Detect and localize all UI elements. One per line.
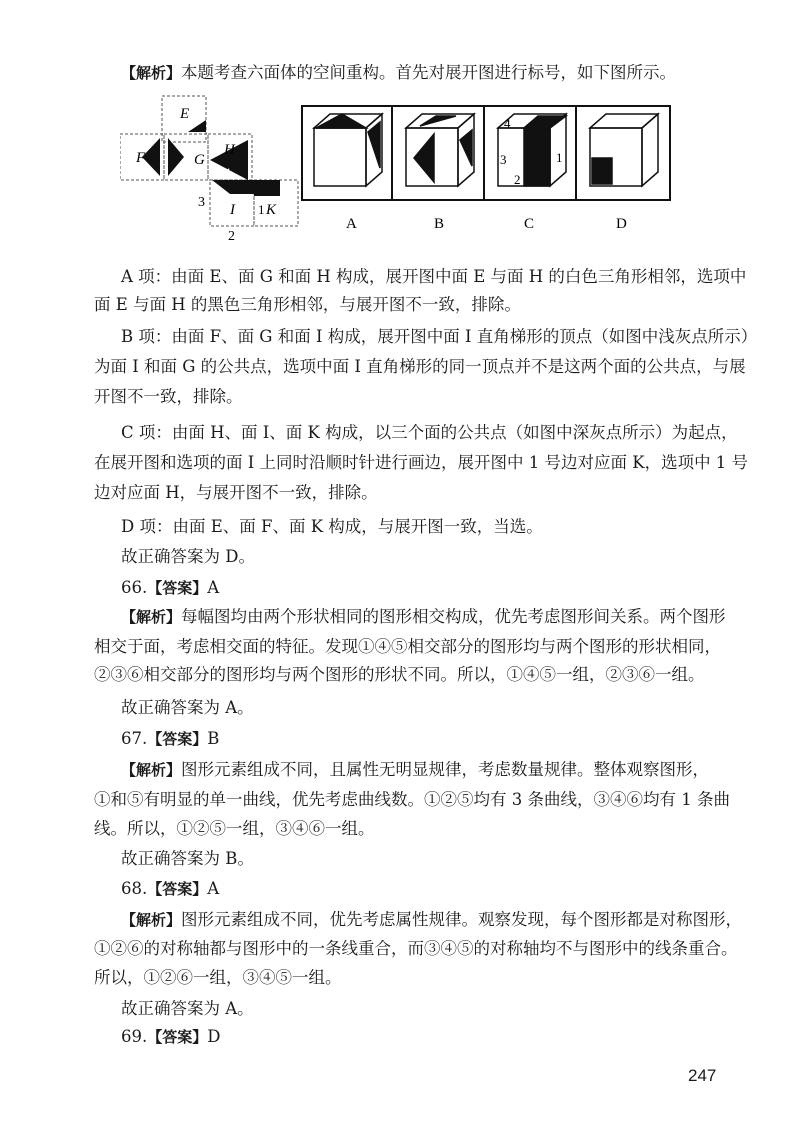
- q68-analysis-text-1: 图形元素组成不同，优先考虑属性规律。观察发现，每个图形都是对称图形，: [181, 910, 743, 929]
- q68-conclusion: 故正确答案为 A。: [121, 999, 254, 1018]
- q67-analysis-text-1: 图形元素组成不同，且属性无明显规律，考虑数量规律。整体观察图形，: [181, 760, 710, 779]
- q66-number: 66.: [121, 578, 148, 597]
- cube-c-number-1: 1: [556, 150, 563, 165]
- q67-analysis-line-2: ①和⑤有明显的单一曲线，优先考虑曲线数。①②⑤均有 3 条曲线，③④⑥均有 1 条曲: [94, 790, 730, 809]
- cube-c-number-3: 3: [500, 152, 507, 167]
- q66-analysis-tag: 【解析】: [121, 608, 182, 626]
- net-number-4: 4: [224, 165, 231, 180]
- option-label-c: C: [524, 216, 535, 232]
- net-label-k: K: [266, 202, 277, 218]
- analysis-a-line-1: A 项：由面 E、面 G 和面 H 构成，展开图中面 E 与面 H 的白色三角形相邻，选项中: [121, 267, 747, 286]
- net-label-f: F: [136, 150, 146, 166]
- q68-number: 68.: [121, 879, 148, 898]
- q67-conclusion: 故正确答案为 B。: [121, 849, 254, 868]
- q67-number: 67.: [121, 729, 148, 748]
- conclusion-65: 故正确答案为 D。: [121, 547, 255, 566]
- net-label-e: E: [180, 106, 190, 122]
- q68-analysis-line-3: 所以，①②⑥一组，③④⑤一组。: [94, 968, 342, 987]
- q66-answer-value: A: [207, 578, 220, 597]
- q67-analysis-line-1: [121, 759, 761, 781]
- net-label-g: G: [194, 152, 205, 168]
- q67-answer-tag: 【答案】: [147, 730, 208, 748]
- q67-analysis-line-3: 线。所以，①②⑤一组，③④⑥一组。: [94, 819, 375, 838]
- q68-answer: [121, 878, 761, 900]
- analysis-tag: 【解析】: [121, 64, 182, 82]
- intro-text: 本题考查六面体的空间重构。首先对展开图进行标号，如下图所示。: [181, 63, 677, 82]
- q67-answer: [121, 728, 761, 750]
- page-number: 247: [688, 1066, 717, 1085]
- net-number-1: 1: [258, 202, 265, 217]
- q66-answer-tag: 【答案】: [147, 579, 208, 597]
- q66-analysis-text-1: 每幅图均由两个形状相同的图形相交构成，优先考虑图形间关系。两个图形: [181, 607, 726, 626]
- q67-answer-value: B: [207, 729, 220, 748]
- analysis-b-line-3: 开图不一致，排除。: [94, 387, 243, 406]
- option-cube-d: [590, 114, 658, 186]
- q66-answer: [121, 577, 761, 599]
- q66-analysis-line-2: 相交于面，考虑相交面的特征。发现①④⑤相交部分的图形均与两个图形的形状相同，: [94, 637, 721, 656]
- q66-analysis-line-1: [121, 606, 761, 628]
- net-label-h: H: [224, 142, 235, 158]
- q68-analysis-line-1: [121, 909, 761, 931]
- q69-answer: [121, 1026, 761, 1048]
- option-label-d: D: [616, 216, 627, 232]
- q67-analysis-tag: 【解析】: [121, 761, 182, 779]
- net-shapes: [142, 120, 280, 196]
- q69-number: 69.: [121, 1027, 148, 1046]
- option-cube-b: [406, 114, 474, 186]
- q68-analysis-tag: 【解析】: [121, 911, 182, 929]
- option-cube-a: [314, 114, 382, 186]
- analysis-b-line-1: B 项：由面 F、面 G 和面 I 构成，展开图中面 I 直角梯形的顶点（如图中浅灰点所示）: [121, 327, 758, 346]
- analysis-a-line-2: 面 E 与面 H 的黑色三角形相邻，与展开图不一致，排除。: [94, 295, 521, 314]
- analysis-c-line-3: 边对应面 H，与展开图不一致，排除。: [94, 483, 378, 502]
- q66-conclusion: 故正确答案为 A。: [121, 698, 254, 717]
- q68-answer-tag: 【答案】: [147, 880, 208, 898]
- net-number-2: 2: [228, 229, 235, 244]
- cube-c-number-4: 4: [504, 116, 511, 131]
- intro-line: [121, 62, 761, 84]
- net-label-i: I: [230, 202, 235, 218]
- analysis-c-line-2: 在展开图和选项的面 I 上同时沿顺时针进行画边，展开图中 1 号边对应面 K，选项中 1 号: [94, 453, 749, 472]
- q69-answer-value: D: [207, 1027, 221, 1046]
- cube-c-number-2: 2: [514, 172, 521, 187]
- q68-analysis-line-2: ①②⑥的对称轴都与图形中的一条线重合，而③④⑤的对称轴均不与图形中的线条重合。: [94, 939, 738, 958]
- option-label-a: A: [346, 216, 357, 232]
- net-number-3: 3: [198, 195, 205, 210]
- q68-answer-value: A: [207, 879, 220, 898]
- analysis-b-line-2: 为面 I 和面 G 的公共点，选项中面 I 直角梯形的同一顶点并不是这两个面的公共点，与展: [94, 357, 746, 376]
- option-label-b: B: [434, 216, 445, 232]
- cube-figure: [120, 88, 680, 248]
- analysis-d-line: D 项：由面 E、面 F、面 K 构成，与展开图一致，当选。: [121, 517, 543, 536]
- q69-answer-tag: 【答案】: [147, 1028, 208, 1046]
- q66-analysis-line-3: ②③⑥相交部分的图形均与两个图形的形状不同。所以，①④⑤一组，②③⑥一组。: [94, 665, 705, 684]
- analysis-c-line-1: C 项：由面 H、面 I、面 K 构成，以三个面的公共点（如图中深灰点所示）为起点，: [121, 423, 738, 442]
